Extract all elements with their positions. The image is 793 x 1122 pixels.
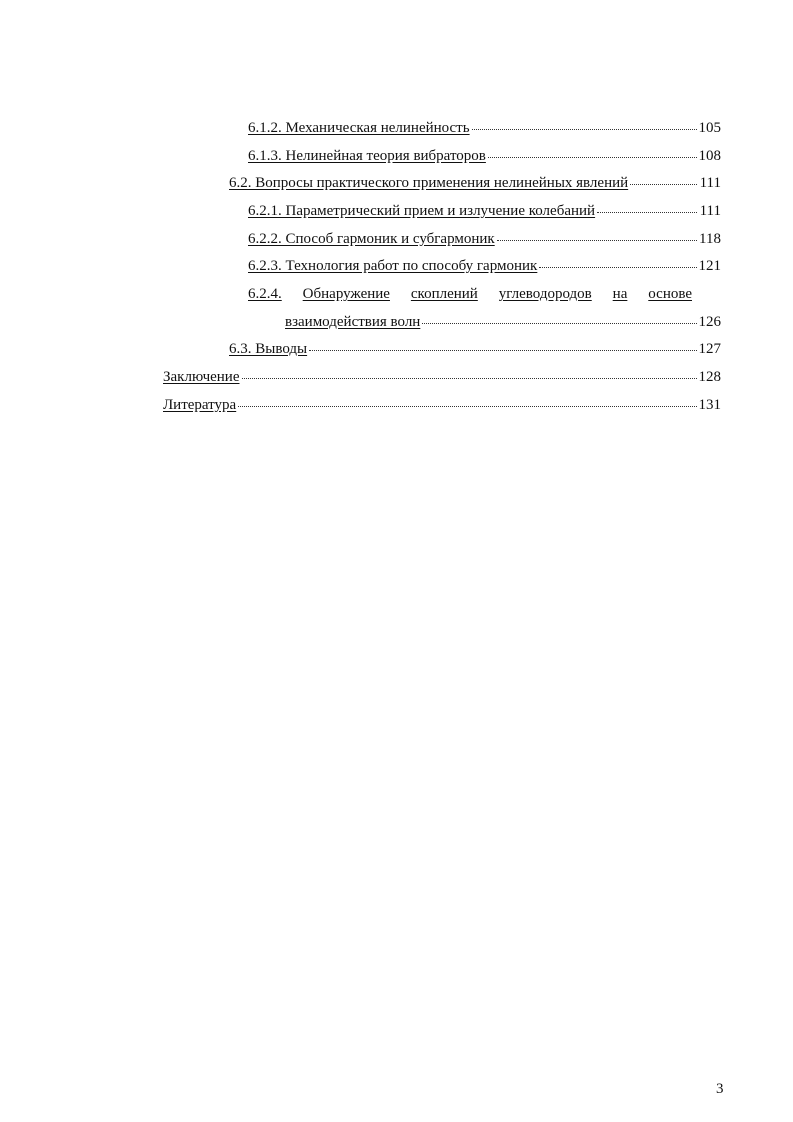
toc-entry-6-2-2[interactable]	[248, 229, 721, 249]
toc-word[interactable]: Обнаружение	[302, 286, 390, 302]
toc-page-number: 121	[698, 258, 721, 274]
toc-page-number: 108	[698, 148, 721, 164]
toc-page-number: 128	[698, 369, 721, 385]
toc-word[interactable]: углеводородов	[498, 286, 592, 302]
toc-word[interactable]: основе	[648, 286, 692, 302]
dot-leader	[242, 377, 697, 379]
toc-entry-6-2-4-line1[interactable]	[248, 284, 692, 304]
toc-page-number: 111	[699, 203, 721, 219]
toc-entry-label[interactable]: 6.3. Выводы	[229, 341, 308, 357]
toc-entry-label[interactable]: 6.2. Вопросы практического применения нелинейных явлений	[229, 175, 629, 191]
toc-entry-6-2-4-line2[interactable]	[285, 312, 721, 332]
toc-entry-6-1-2[interactable]	[248, 118, 721, 138]
toc-entry-6-1-3[interactable]	[248, 146, 721, 166]
dot-leader	[488, 156, 697, 158]
toc-word[interactable]: на	[612, 286, 628, 302]
page-number: 3	[716, 1081, 724, 1097]
toc-entry-label[interactable]: 6.2.1. Параметрический прием и излучение колебаний	[248, 203, 596, 219]
toc-entry-label[interactable]: Литература	[163, 397, 237, 413]
toc-entry-label[interactable]: 6.2.2. Способ гармоник и субгармоник	[248, 231, 495, 247]
toc-entry-literature[interactable]	[163, 395, 721, 415]
dot-leader	[238, 405, 696, 407]
toc-entry-conclusion[interactable]	[163, 367, 721, 387]
dot-leader	[309, 349, 696, 351]
toc-page-number: 118	[699, 231, 721, 247]
toc-page-number: 127	[698, 341, 721, 357]
toc-entry-label[interactable]: 6.2.3. Технология работ по способу гармоник	[248, 258, 538, 274]
toc-entry-6-2[interactable]	[229, 173, 721, 193]
dot-leader	[539, 266, 696, 268]
toc-entry-label[interactable]: взаимодействия волн	[285, 314, 421, 330]
dot-leader	[497, 239, 697, 241]
toc-word[interactable]: скоплений	[410, 286, 478, 302]
toc-entry-6-3[interactable]	[229, 339, 721, 359]
toc-page-number: 131	[698, 397, 721, 413]
toc-entry-label[interactable]: 6.1.2. Механическая нелинейность	[248, 120, 470, 136]
toc-page-number: 126	[698, 314, 721, 330]
toc-entry-6-2-3[interactable]	[248, 256, 721, 276]
dot-leader	[472, 128, 697, 130]
dot-leader	[422, 322, 696, 324]
toc-page-number: 111	[699, 175, 721, 191]
dot-leader	[597, 211, 697, 213]
toc-entry-label[interactable]: Заключение	[163, 369, 240, 385]
toc-page-number: 105	[698, 120, 721, 136]
dot-leader	[630, 183, 697, 185]
toc-word[interactable]: 6.2.4.	[248, 286, 282, 302]
toc-entry-label[interactable]: 6.1.3. Нелинейная теория вибраторов	[248, 148, 486, 164]
toc-entry-6-2-1[interactable]	[248, 201, 721, 221]
